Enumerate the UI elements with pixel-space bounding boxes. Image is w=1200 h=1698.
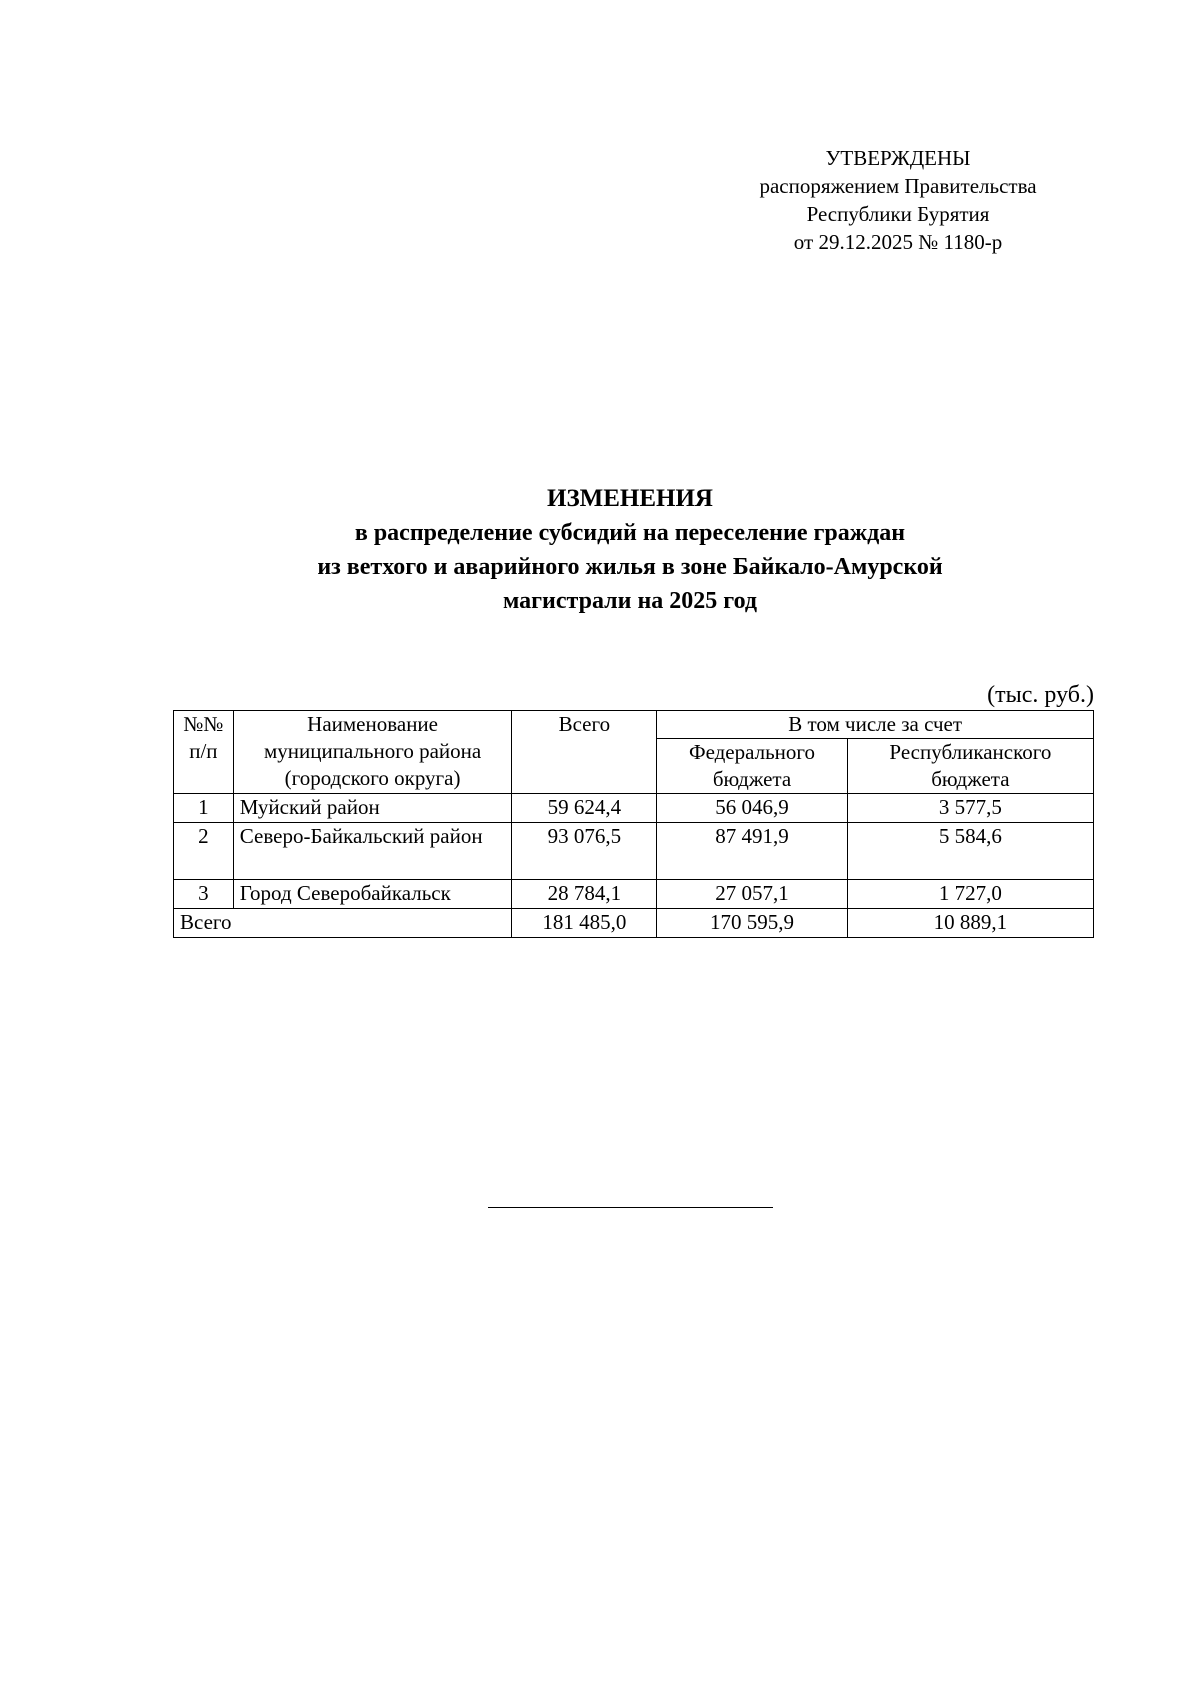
total-federal: 170 595,9 — [657, 909, 847, 938]
header-federal: Федерального бюджета — [657, 739, 847, 794]
row-federal: 87 491,9 — [657, 823, 847, 880]
row-num: 1 — [174, 794, 234, 823]
row-total: 59 624,4 — [512, 794, 657, 823]
row-republic: 5 584,6 — [847, 823, 1093, 880]
distribution-table — [173, 710, 1094, 938]
document-title — [150, 482, 1110, 618]
header-republic: Республиканского бюджета — [847, 739, 1093, 794]
header-group: В том числе за счет — [657, 711, 1094, 739]
row-total: 28 784,1 — [512, 880, 657, 909]
end-separator-line — [488, 1207, 773, 1208]
table-header-row — [174, 711, 1094, 739]
row-republic: 3 577,5 — [847, 794, 1093, 823]
table-total-row — [174, 909, 1094, 938]
header-num: №№ п/п — [174, 711, 234, 794]
table-row — [174, 794, 1094, 823]
header-name: Наименование муниципального района (городского округа) — [233, 711, 512, 794]
title-line-2: в распределение субсидий на переселение граждан — [354, 520, 906, 546]
row-republic: 1 727,0 — [847, 880, 1093, 909]
row-federal: 56 046,9 — [657, 794, 847, 823]
row-num: 2 — [174, 823, 234, 880]
total-total: 181 485,0 — [512, 909, 657, 938]
title-main: ИЗМЕНЕНИЯ — [547, 485, 713, 512]
total-republic: 10 889,1 — [847, 909, 1093, 938]
row-name: Северо-Байкальский район — [233, 823, 512, 880]
title-line-4: магистрали на 2025 год — [502, 588, 758, 614]
row-num: 3 — [174, 880, 234, 909]
units-label: (тыс. руб.) — [987, 682, 1094, 708]
approval-block — [738, 144, 1058, 256]
approval-authority: распоряжением Правительства — [759, 174, 1037, 198]
header-total: Всего — [512, 711, 657, 794]
approval-region: Республики Бурятия — [806, 202, 990, 226]
total-label: Всего — [174, 909, 512, 938]
approval-heading: УТВЕРЖДЕНЫ — [825, 146, 971, 170]
table-row — [174, 823, 1094, 880]
title-line-3: из ветхого и аварийного жилья в зоне Байкало-Амурской — [317, 554, 943, 580]
table-row — [174, 880, 1094, 909]
row-name: Город Северобайкальск — [233, 880, 512, 909]
row-name: Муйский район — [233, 794, 512, 823]
row-total: 93 076,5 — [512, 823, 657, 880]
row-federal: 27 057,1 — [657, 880, 847, 909]
approval-date-number: от 29.12.2025 № 1180-р — [793, 230, 1003, 254]
